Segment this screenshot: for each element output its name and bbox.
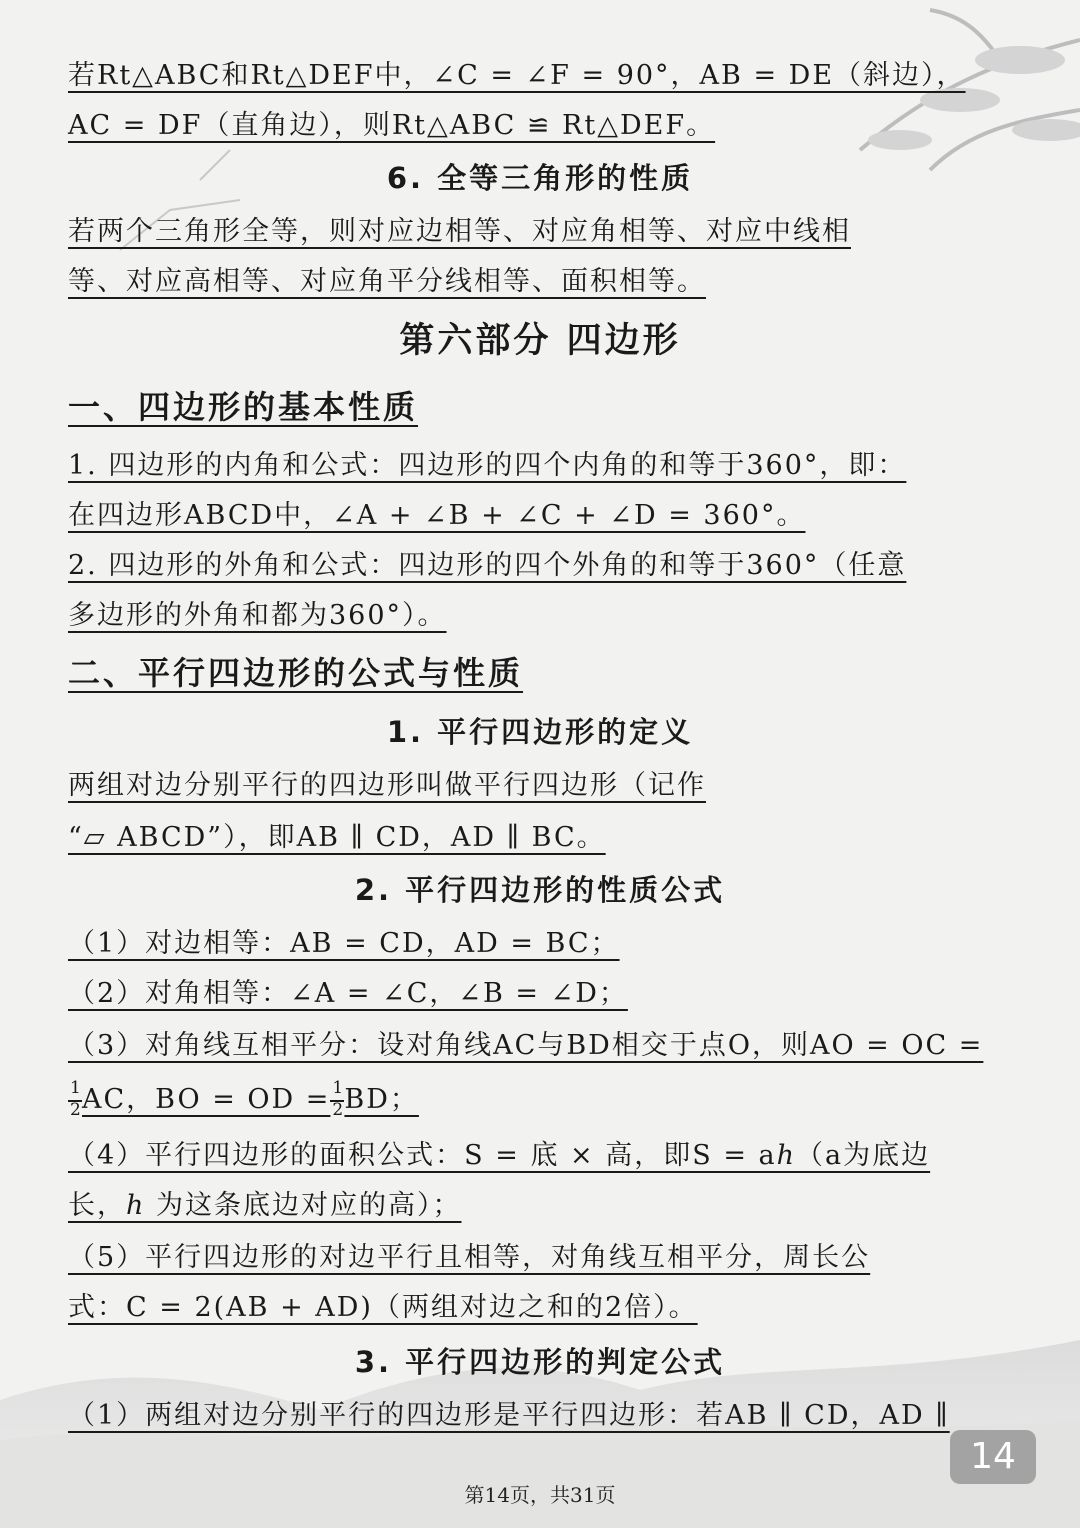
interior-angle-sum-line-2: 在四边形ABCD中，∠A + ∠B + ∠C + ∠D = 360°。 <box>68 500 806 531</box>
fraction-one-half: $\frac{1}{2}$ <box>332 1078 346 1120</box>
subheading-parallelogram-criteria: 3. 平行四边形的判定公式 <box>354 1345 726 1379</box>
page-footer: 第14页，共31页 <box>464 1483 616 1507</box>
congruence-hl-statement: 若Rt△ABC和Rt△DEF中，∠C = ∠F = 90°，AB = DE（斜边）， <box>68 60 966 91</box>
section-heading-parallelogram: 二、平行四边形的公式与性质 <box>68 654 524 692</box>
section-heading-quadrilateral-basics: 一、四边形的基本性质 <box>68 388 419 426</box>
fraction-one-half: $\frac{1}{2}$ <box>70 1078 83 1120</box>
part-title: 第六部分 四边形 <box>399 321 681 361</box>
definition-line-1: 两组对边分别平行的四边形叫做平行四边形（记作 <box>68 770 706 801</box>
definition-line-2: “▱ ABCD”），即AB ∥ CD，AD ∥ BC。 <box>68 822 606 853</box>
congruent-properties-line-2: 等、对应高相等、对应角平分线相等、面积相等。 <box>68 266 706 297</box>
property-opposite-sides: （1）对边相等：AB = CD，AD = BC； <box>68 928 620 959</box>
exterior-angle-sum-line-1: 2. 四边形的外角和公式：四边形的四个外角的和等于360°（任意 <box>68 550 907 581</box>
page-number-badge: 14 <box>950 1430 1036 1484</box>
exterior-angle-sum-line-2: 多边形的外角和都为360°）。 <box>68 600 447 631</box>
property-perimeter-line-2: 式：C = 2(AB + AD)（两组对边之和的2倍）。 <box>68 1292 698 1323</box>
interior-angle-sum-line-1: 1. 四边形的内角和公式：四边形的四个内角的和等于360°，即： <box>68 450 907 481</box>
congruent-properties-line-1: 若两个三角形全等，则对应边相等、对应角相等、对应中线相 <box>68 216 851 247</box>
property-diagonals-line-1: （3）对角线互相平分：设对角线AC与BD相交于点O，则AO = OC = <box>68 1030 984 1061</box>
subheading-parallelogram-properties: 2. 平行四边形的性质公式 <box>354 873 726 907</box>
congruence-hl-conclusion: AC = DF（直角边），则Rt△ABC ≌ Rt△DEF。 <box>68 110 716 141</box>
property-opposite-angles: （2）对角相等：∠A = ∠C，∠B = ∠D； <box>68 978 628 1009</box>
property-area-line-1: （4）平行四边形的面积公式：S = 底 × 高，即S = aℎ（a为底边 <box>68 1140 931 1171</box>
subheading-parallelogram-definition: 1. 平行四边形的定义 <box>386 715 694 749</box>
property-diagonals-line-2: $\frac{1}{2}$ AC，BO = OD = $\frac{1}{2}$ BD； <box>70 1078 419 1120</box>
criteria-line-1: （1）两组对边分别平行的四边形是平行四边形：若AB ∥ CD，AD ∥ <box>68 1400 950 1431</box>
subheading-congruent-triangle-properties: 6. 全等三角形的性质 <box>386 161 694 195</box>
property-area-line-2: 长，ℎ 为这条底边对应的高）； <box>68 1190 462 1221</box>
property-perimeter-line-1: （5）平行四边形的对边平行且相等，对角线互相平分，周长公 <box>68 1242 871 1273</box>
